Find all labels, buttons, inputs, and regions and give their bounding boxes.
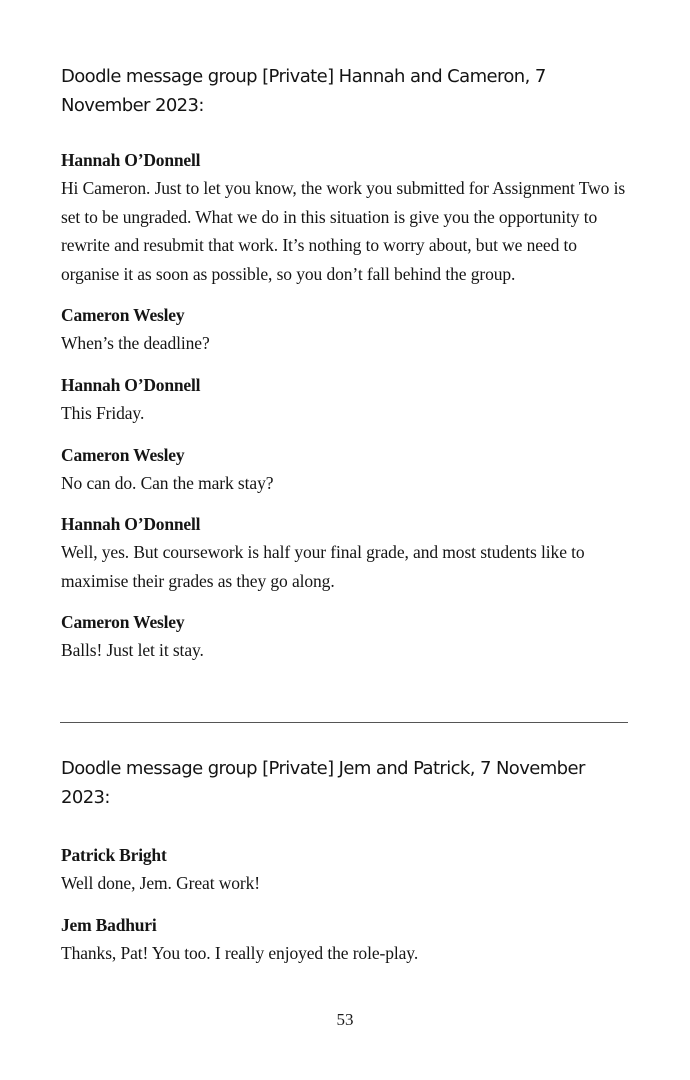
- message-text: Balls! Just let it stay.: [61, 640, 204, 661]
- message-list: [61, 146, 631, 665]
- message: [61, 510, 631, 595]
- message-sender: Hannah O’Donnell: [61, 150, 201, 170]
- group-heading: Doodle message group [Private] Jem and Patrick, 7 November 2023:: [61, 758, 585, 808]
- message-text: Hi Cameron. Just to let you know, the work you submitted for Assignment Two is set to be ungraded. What we do in this situation is give you the opportunity to rewrite and resubmit that work. It’s nothing to worry about, but we need to organise it as soon as possible, so you don’t fall behind the group.: [61, 178, 626, 284]
- message-sender: Patrick Bright: [61, 845, 167, 865]
- message: [61, 911, 631, 968]
- group-heading: Doodle message group [Private] Hannah and Cameron, 7 November 2023:: [61, 66, 546, 116]
- section-divider: [60, 722, 628, 723]
- message: [61, 146, 631, 288]
- message: [61, 371, 631, 428]
- message: [61, 841, 631, 898]
- message-text: Thanks, Pat! You too. I really enjoyed the role-play.: [61, 942, 419, 963]
- message: [61, 441, 631, 498]
- message-group-hannah-cameron: [61, 62, 631, 678]
- message-sender: Cameron Wesley: [61, 612, 185, 633]
- message-text: Well done, Jem. Great work!: [61, 873, 261, 893]
- message-text: Well, yes. But coursework is half your final grade, and most students like to maximise their grades as they go along.: [61, 542, 585, 591]
- message: [61, 608, 631, 665]
- message-text: No can do. Can the mark stay?: [61, 472, 274, 493]
- message: [61, 301, 631, 358]
- message-sender: Hannah O’Donnell: [61, 374, 201, 395]
- message-text: This Friday.: [61, 402, 145, 423]
- message-sender: Cameron Wesley: [61, 444, 185, 465]
- message-list: [61, 841, 631, 967]
- message-sender: Hannah O’Donnell: [61, 514, 201, 535]
- message-text: When’s the deadline?: [61, 333, 210, 354]
- message-group-jem-patrick: [61, 754, 631, 980]
- message-sender: Cameron Wesley: [61, 305, 185, 326]
- message-sender: Jem Badhuri: [61, 914, 157, 935]
- page-number: 53: [336, 1010, 354, 1029]
